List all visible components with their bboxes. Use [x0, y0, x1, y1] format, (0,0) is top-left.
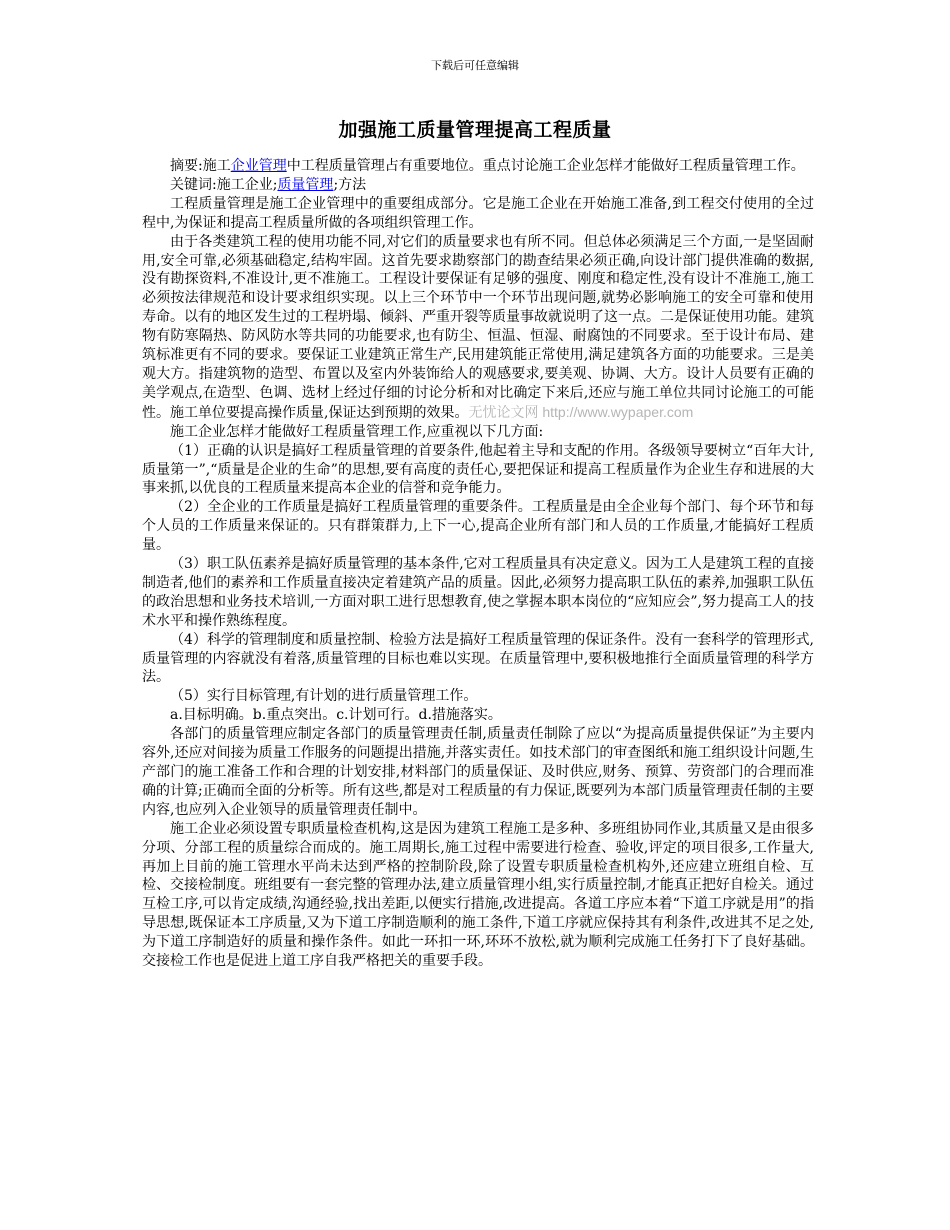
paragraph-11: 施工企业必须设置专职质量检查机构,这是因为建筑工程施工是多种、多班组协同作业,其质量又是由很多分项、分部工程的质量综合而成的。施工周期长,施工过程中需要进行检查、验收,评定的项目很多,工作量大,再加上目前的施工管理水平尚未达到严格的控制阶段,除了设置专职质量检查机构外,还应建立班组自检、互检、交接检制度。班组要有一套完整的管理办法,建立质量管理小组,实行质量控制,才能真正把好自检关。通过互检工序,可以肯定成绩,沟通经验,找出差距,以便实行措施,改进提高。各道工序应本着“下道工序就是用”的指导思想,既保证本工序质量,又为下道工序制造顺利的施工条件,下道工序就应保持其有利条件,改进其不足之处,为下道工序制造好的质量和操作条件。如此一环扣一环,环环不放松,就为顺利完成施工任务打下了良好基础。交接检工作也是促进上道工序自我严格把关的重要手段。: [142, 820, 814, 970]
watermark-text: 无忧论文网 http://www.wypaper.com: [468, 403, 694, 420]
keywords-lead: 关键词:施工企业;: [170, 176, 278, 193]
header-note: 下载后可任意编辑: [431, 59, 519, 72]
paragraph-2-text: 由于各类建筑工程的使用功能不同,对它们的质量要求也有所不同。但总体必须满足三个方面,一是坚固耐用,安全可靠,必须基础稳定,结构牢固。这首先要求勘察部门的勘查结果必须正确,向设计部门提供准确的数据,没有勘探资料,不准设计,更不准施工。工程设计要保证有足够的强度、刚度和稳定性,没有设计不准施工,施工必须按法律规范和设计要求组织实现。以上三个环节中一个环节出现问题,就势必影响施工的安全可靠和使用寿命。以有的地区发生过的工程坍塌、倾斜、严重开裂等质量事故就说明了这一点。二是保证使用功能。建筑物有防寒隔热、防风防水等共同的功能要求,也有防尘、恒温、恒湿、耐腐蚀的不同要求。至于设计布局、建筑标准更有不同的要求。要保证工业建筑正常生产,民用建筑能正常使用,满足建筑各方面的功能要求。三是美观大方。指建筑物的造型、布置以及室内外装饰给人的观感要求,要美观、协调、大方。设计人员要有正确的美学观点,在造型、色调、选材上经过仔细的讨论分析和对比确定下来后,还应与施工单位共同讨论施工的可能性。施工单位要提高操作质量,保证达到预期的效果。: [142, 233, 814, 421]
paragraph-2: [142, 233, 814, 423]
paragraph-7: （4）科学的管理制度和质量控制、检验方法是搞好工程质量管理的保证条件。没有一套科学的管理形式,质量管理的内容就没有着落,质量管理的目标也难以实现。在质量管理中,要积极地推行全面质量管理的科学方法。: [142, 631, 814, 686]
document-body: [142, 157, 814, 971]
link-quality-management[interactable]: 质量管理: [277, 176, 334, 193]
keywords-paragraph: [142, 176, 814, 195]
abstract-text: 中工程质量管理占有重要地位。重点讨论施工企业怎样才能做好工程质量管理工作。: [286, 158, 805, 174]
paragraph-5: （2）全企业的工作质量是搞好工程质量管理的重要条件。工程质量是由全企业每个部门、每个环节和每个人员的工作质量来保证的。只有群策群力,上下一心,提高企业所有部门和人员的工作质量,才能搞好工程质量。: [142, 499, 814, 554]
paragraph-8: （5）实行目标管理,有计划的进行质量管理工作。: [170, 688, 478, 705]
abstract-paragraph: [142, 157, 814, 176]
abstract-lead: 摘要:施工: [170, 158, 231, 174]
paragraph-3: 施工企业怎样才能做好工程质量管理工作,应重视以下几方面:: [170, 423, 544, 440]
paragraph-1: 工程质量管理是施工企业管理中的重要组成部分。它是施工企业在开始施工准备,到工程交付使用的全过程中,为保证和提高工程质量所做的各项组织管理工作。: [142, 195, 814, 231]
paragraph-9: a.目标明确。b.重点突出。c.计划可行。d.措施落实。: [170, 707, 502, 724]
keywords-rest: ;方法: [333, 176, 367, 193]
link-enterprise-management[interactable]: 企业管理: [230, 158, 287, 174]
paragraph-6: （3）职工队伍素养是搞好质量管理的基本条件,它对工程质量具有决定意义。因为工人是建筑工程的直接制造者,他们的素养和工作质量直接决定着建筑产品的质量。因此,必须努力提高职工队伍的素养,加强职工队伍的政治思想和业务技术培训,一方面对职工进行思想教育,使之掌握本职本岗位的“应知应会”,努力提高工人的技术水平和操作熟练程度。: [142, 556, 814, 629]
paragraph-10: 各部门的质量管理应制定各部门的质量管理责任制,质量责任制除了应以“为提高质量提供保证”为主要内容外,还应对间接为质量工作服务的问题提出措施,并落实责任。如技术部门的审查图纸和施工组织设计问题,生产部门的施工准备工作和合理的计划安排,材料部门的质量保证、及时供应,财务、预算、劳资部门的合理而准确的计算;正确而全面的分析等。所有这些,都是对工程质量的有力保证,既要列为本部门质量管理责任制的主要内容,也应列入企业领导的质量管理责任制中。: [142, 726, 814, 818]
document-title: 加强施工质量管理提高工程质量: [338, 119, 612, 141]
paragraph-4: （1）正确的认识是搞好工程质量管理的首要条件,他起着主导和支配的作用。各级领导要树立“百年大计,质量第一”,“质量是企业的生命”的思想,要有高度的责任心,要把保证和提高工程质量作为企业生存和进展的大事来抓,以优良的工程质量来提高本企业的信誉和竞争能力。: [142, 442, 814, 497]
